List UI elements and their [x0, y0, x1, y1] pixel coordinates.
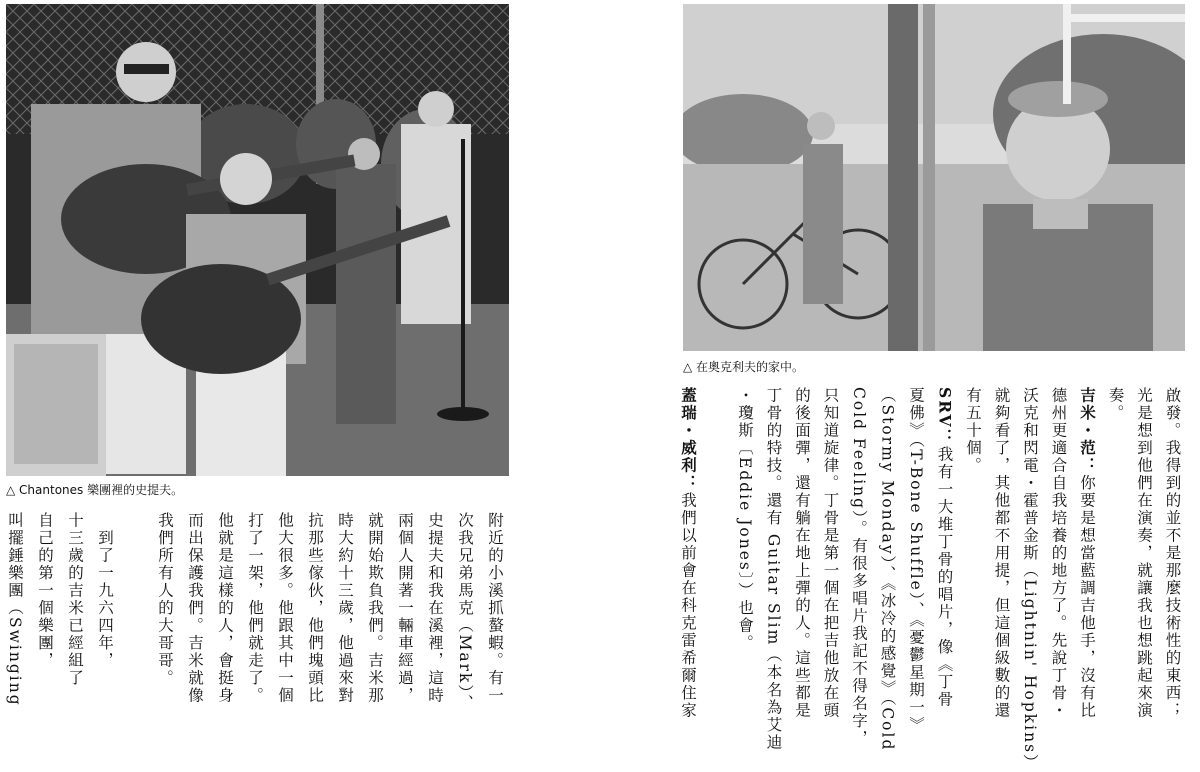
left-text-column: 打了一架，他們就走了。: [246, 512, 264, 705]
home-photo-caption: △ 在奧克利夫的家中。: [683, 360, 805, 374]
column-text: 丁骨的特技。還有 Guitar Slim（本名為艾迪: [764, 387, 783, 752]
column-text: 光是想到他們在演奏，就讓我也想跳起來演: [1135, 387, 1153, 720]
column-text: 就夠看了，其他都不用提，但這個級數的還: [992, 387, 1011, 720]
column-text: 奏。: [1106, 387, 1125, 422]
column-text: （Stormy Monday）、《冰冷的感覺》（Cold: [878, 387, 897, 752]
left-text-column: 次我兄弟馬克（Mark）、: [456, 512, 474, 712]
column-text: 你要是想當藍調吉他手，沒有比: [1078, 474, 1096, 720]
speaker-name: 蓋瑞・威利：: [679, 387, 698, 492]
right-text-column: [930, 387, 960, 709]
left-text-column: 兩個人開著一輛車經過，: [396, 512, 414, 705]
speaker-name: 吉米・范：: [1078, 387, 1097, 475]
column-text: Cold Feeling）。有很多唱片我記不得名字，: [850, 387, 868, 748]
column-text: ・瓊斯〔Eddie Jones〕）也會。: [736, 387, 754, 652]
right-text-column: [787, 387, 817, 720]
left-text-column: 就開始欺負我們。吉米那: [366, 512, 384, 705]
right-text-column: [816, 387, 846, 720]
column-text: 有五十個。: [964, 387, 982, 475]
right-text-column: [1072, 387, 1102, 720]
left-text-column: 而出保護我們。吉米就像: [186, 512, 204, 705]
left-text-column: 史提夫和我在溪裡，這時: [426, 512, 444, 705]
right-text-column: [958, 387, 988, 475]
right-text-column: [1129, 387, 1159, 720]
left-text-column: 到了一九六四年，: [96, 512, 114, 670]
column-text: 只知道旋律。丁骨是第一個在把吉他放在頭: [821, 387, 840, 720]
left-text-column: 時大約十三歲，他過來對: [336, 512, 354, 705]
right-text-column: [730, 387, 760, 652]
right-text-column: [901, 387, 931, 734]
column-text: 夏佛》（T-Bone Shuffle）、《憂鬱星期一》: [907, 387, 925, 734]
left-text-column: 自己的第一個樂團，: [36, 512, 54, 670]
left-text-column: 附近的小溪抓螯蝦。有一: [486, 512, 504, 705]
right-text-column: [1158, 387, 1188, 720]
column-text: 啟發。我得到的並不是那麼技術性的東西；: [1163, 387, 1182, 720]
band-photo-caption: △ Chantones 樂團裡的史提夫。: [6, 483, 184, 497]
right-text-column: [987, 387, 1017, 720]
band-photo: [6, 4, 509, 476]
column-text: 我有一大堆丁骨的唱片，像《丁骨: [935, 446, 954, 709]
right-text-column: [873, 387, 903, 751]
right-text-column: [844, 387, 874, 747]
column-text: 的後面彈，還有躺在地上彈的人。這些都是: [793, 387, 811, 720]
right-text-column: [759, 387, 789, 751]
left-text-column: 抗那些傢伙，他們塊頭比: [306, 512, 324, 705]
right-text-column: [1101, 387, 1131, 422]
home-photo: [683, 4, 1185, 351]
column-text: 沃克和閃電・霍普金斯（Lightnin' Hopkins）: [1021, 387, 1039, 772]
right-text-column: [673, 387, 703, 720]
left-text-column: 我們所有人的大哥哥。: [156, 512, 174, 687]
speaker-name: SRV：: [935, 387, 955, 447]
right-text-column: [1015, 387, 1045, 772]
left-text-column: 他就是這樣的人，會挺身: [216, 512, 234, 705]
left-text-column: 十三歲的吉米已經組了: [66, 512, 84, 687]
left-text-column: 叫擺錘樂團（Swinging: [6, 512, 24, 707]
column-text: 德州更適合自我培養的地方了。先說丁骨・: [1049, 387, 1068, 720]
column-text: 我們以前會在科克雷希爾住家: [679, 492, 697, 720]
left-text-column: 他大很多。他跟其中一個: [276, 512, 294, 705]
right-text-column: [1044, 387, 1074, 720]
